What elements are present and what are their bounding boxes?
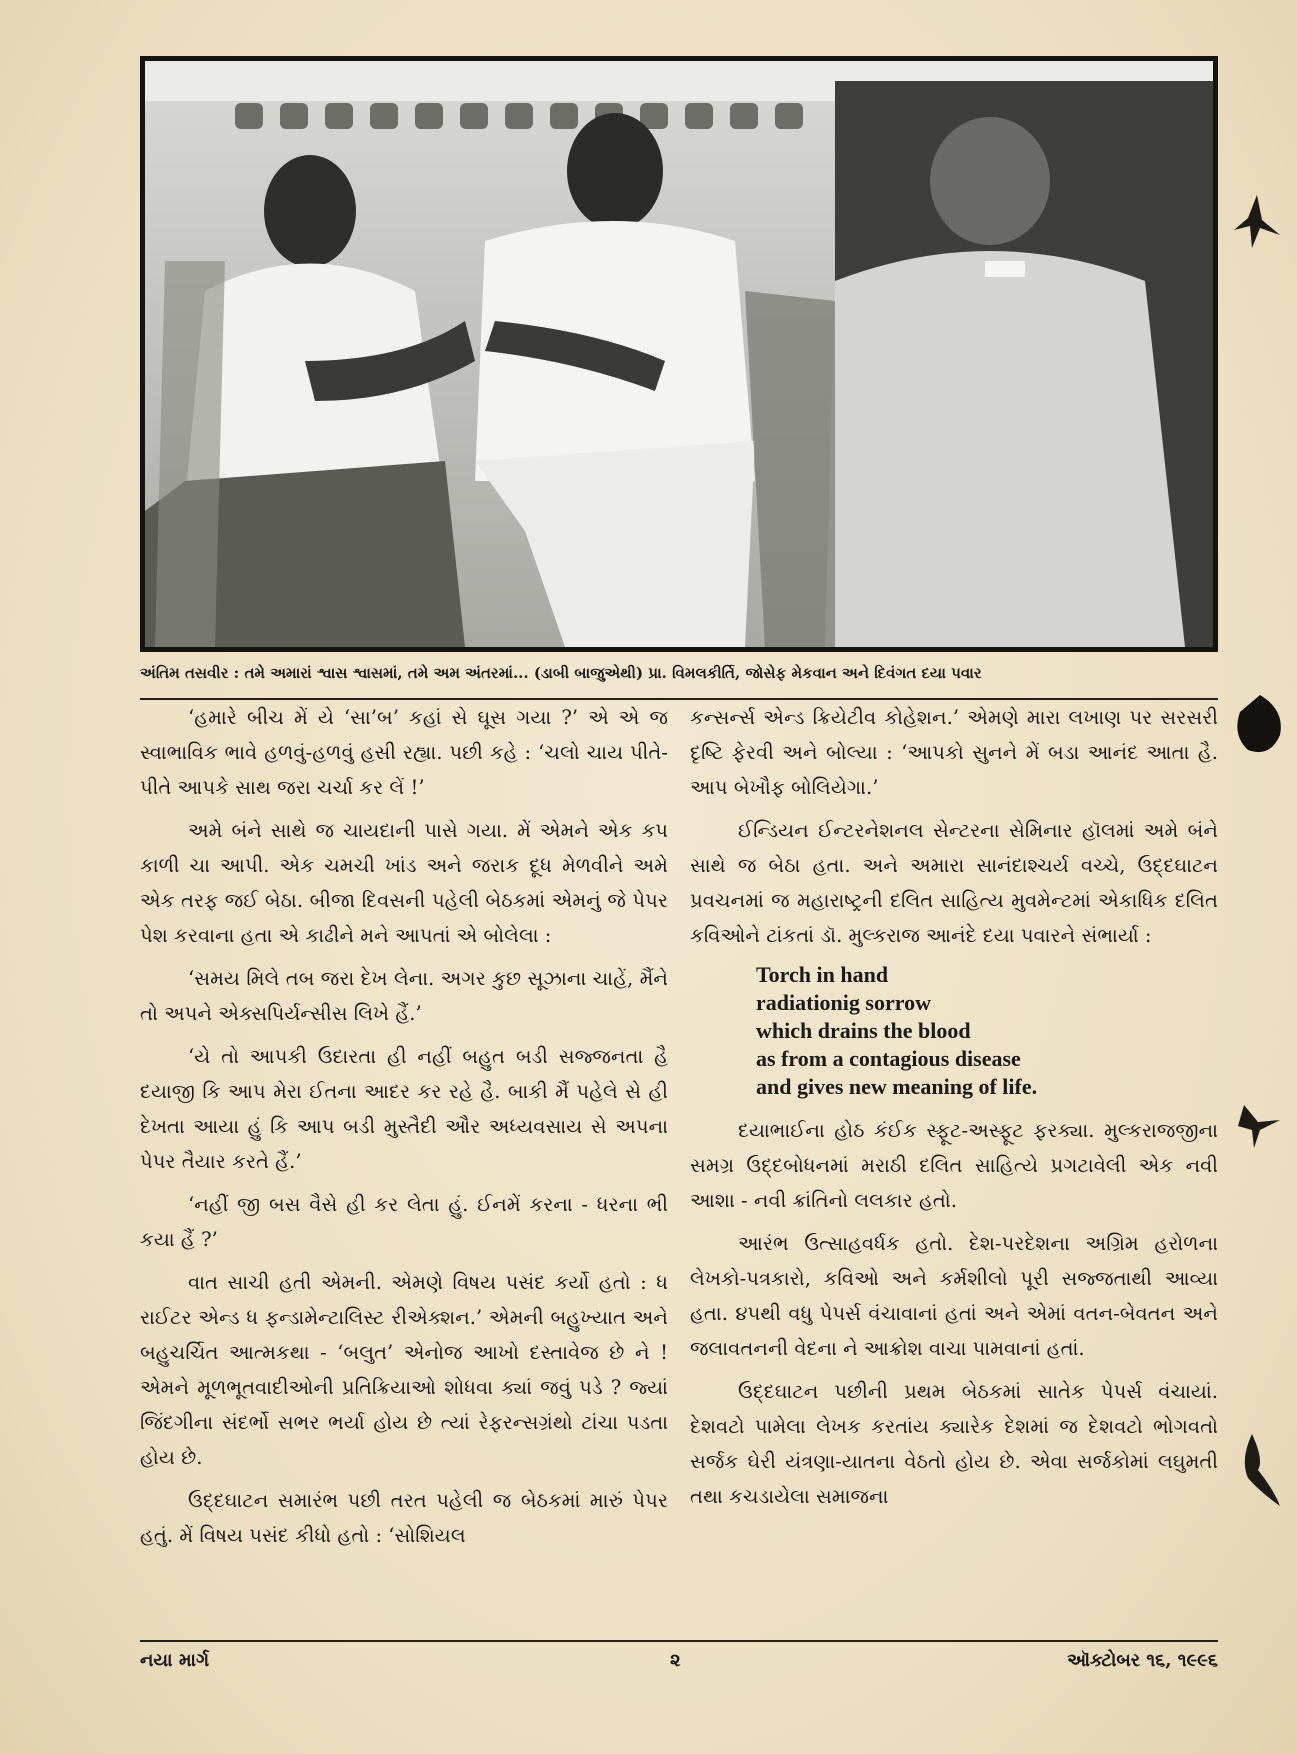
paragraph: ઉદ્દઘાટન પછીની પ્રથમ બેઠકમાં સાતેક પેપર્સ વંચાયાં. દેશવટો પામેલા લેખક કરતાંય ક્યારેક દેશમાં જ દેશવટો ભોગવતો સર્જક ઘેરી યંત્રણા-યાતના વેઠતો હોય છે. એવા સર્જકોમાં લઘુમતી તથા કચડાયેલા સમાજના: [690, 1380, 1218, 1508]
paragraph: કન્સર્ન્સ એન્ડ ક્રિયેટીવ કોહેશન.’ એમણે મારા લખાણ પર સરસરી દૃષ્ટિ ફેરવી અને બોલ્યા : ‘આપકો સુનને મેં બડા આનંદ આતા હૈ. આપ બેખૌફ બોલિયેગા.’: [690, 706, 1218, 799]
magazine-name: નયા માર્ગ: [140, 1650, 210, 1671]
footer-divider: [140, 1640, 1218, 1642]
right-column: [690, 700, 1218, 1522]
poem-line: as from a contagious disease: [756, 1046, 1021, 1071]
photo-caption: અંતિમ તસવીર : તમે અમારાં શ્વાસ શ્વાસમાં, તમે અમ અંતરમાં... (ડાબી બાજુએથી) પ્રા. વિમલકીર્તિ, જોસેફ મેકવાન અને દિવંગત દયા પવાર: [140, 664, 982, 682]
poem-line: and gives new meaning of life.: [756, 1074, 1038, 1099]
paragraph: ઈન્ડિયન ઈન્ટરનેશનલ સેન્ટરના સેમિનાર હૉલમાં અમે બંને સાથે જ બેઠા હતા. અને અમારા સાનંદાશ્ચર્ય વચ્ચે, ઉદ્દઘાટન પ્રવચનમાં જ મહારાષ્ટ્રની દલિત સાહિત્ય મુવમેન્ટમાં એકાધિક દલિત કવિઓને ટાંકતાં ડૉ. મુલ્કરાજ આનંદે દયા પવારને સંભાર્યા :: [690, 819, 1218, 947]
paragraph: ‘યે તો આપકી ઉદારતા હી નહીં બહુત બડી સજ્જનતા હૈ દયાજી કિ આપ મેરા ઈતના આદર કર રહે હૈ. બાકી મૈં પહેલે સે હી દેખતા આયા હું કિ આપ બડી મુસ્તૈદી ઔર અધ્યવસાય સે અપના પેપર તૈયાર કરતે હૈં.’: [140, 1045, 668, 1173]
paragraph: ‘હમારે બીચ મેં યે ‘સા’બ’ કહાં સે ઘૂસ ગયા ?’ એ એ જ સ્વાભાવિક ભાવે હળવું-હળવું હસી રહ્યા. પછી કહે : ‘ચલો ચાય પીતે-પીતે આપકે સાથ જરા ચર્ચા કર લેં !’: [140, 706, 668, 799]
poem-line: which drains the blood: [756, 1018, 971, 1043]
paragraph: દયાભાઈના હોઠ કંઈક સ્ફૂટ-અસ્ફૂટ ફરક્યા. મુલ્કરાજજીના સમગ્ર ઉદ્દબોધનમાં મરાઠી દલિત સાહિત્યે પ્રગટાવેલી એક નવી આશા - નવી ક્રાંતિનો લલકાર હતો.: [690, 1119, 1218, 1212]
paragraph: ‘સમય મિલે તબ જરા દેખ લેના. અગર કુછ સૂઝાના ચાહેં, મૈંને તો અપને એક્સપિર્યન્સીસ લિખે હૈં.’: [140, 967, 668, 1025]
paragraph: આરંભ ઉત્સાહવર્ધક હતો. દેશ-પરદેશના અગ્રિમ હરોળના લેખકો-પત્રકારો, કવિઓ અને કર્મશીલો પૂરી સજ્જતાથી આવ્યા હતા. ૪૫થી વધુ પેપર્સ વંચાવાનાં હતાં અને એમાં વતન-બેવતન અને જલાવતનની વેદના ને આક્રોશ વાચા પામવાનાં હતાં.: [690, 1232, 1218, 1360]
english-poem-quote: [756, 961, 1218, 1101]
paragraph: ઉદ્દઘાટન સમારંભ પછી તરત પહેલી જ બેઠકમાં મારું પેપર હતું. મેં વિષય પસંદ કીધો હતો : ‘સોશિયલ: [140, 1489, 668, 1547]
paragraph: ‘નહીં જી બસ વૈસે હી કર લેતા હું. ઈનમેં કરના - ધરના ભી કયા હૈં ?’: [140, 1193, 668, 1251]
paper-stain-icon: [1230, 690, 1290, 760]
poem-line: Torch in hand: [756, 962, 889, 987]
poem-line: radiationig sorrow: [756, 990, 931, 1015]
left-column: [140, 700, 668, 1561]
paper-hole-icon: [1234, 1100, 1284, 1150]
paper-hole-icon: [1232, 190, 1282, 250]
paragraph: અમે બંને સાથે જ ચાયદાની પાસે ગયા. મેં એમને એક કપ કાળી ચા આપી. એક ચમચી ખાંડ અને જરાક દૂધ મેળવીને અમે એક તરફ જઈ બેઠા. બીજા દિવસની પહેલી બેઠકમાં એમનું જે પેપર પેશ કરવાના હતા એ કાઢીને મને આપતાં એ બોલેલા :: [140, 819, 668, 947]
photo: [140, 56, 1218, 652]
issue-date: ઑક્ટોબર ૧૬, ૧૯૯૬: [1067, 1650, 1218, 1671]
photo-of-three-men-seated-icon: [145, 61, 1213, 647]
page-number: ૨: [670, 1650, 681, 1671]
paragraph: વાત સાચી હતી એમની. એમણે વિષય પસંદ કર્યો હતો : ધ રાઈટર એન્ડ ધ ફન્ડામેન્ટાલિસ્ટ રીએક્શન.’ એમની બહુખ્યાત અને બહુચર્ચિત આત્મકથા - ‘બલુત’ એનોજ આખો દસ્તાવેજ છે ને ! એમને મૂળભૂતવાદીઓની પ્રતિક્રિયાઓ શોધવા ક્યાં જવું પડે ? જ્યાં જિંદગીના સંદર્ભો સભર ભર્યા હોય છે ત્યાં રેફરન્સગ્રંથો ટાંચા પડતા હોય છે.: [140, 1271, 668, 1469]
paper-hole-icon: [1234, 1430, 1284, 1510]
page-footer: [140, 1650, 1218, 1680]
